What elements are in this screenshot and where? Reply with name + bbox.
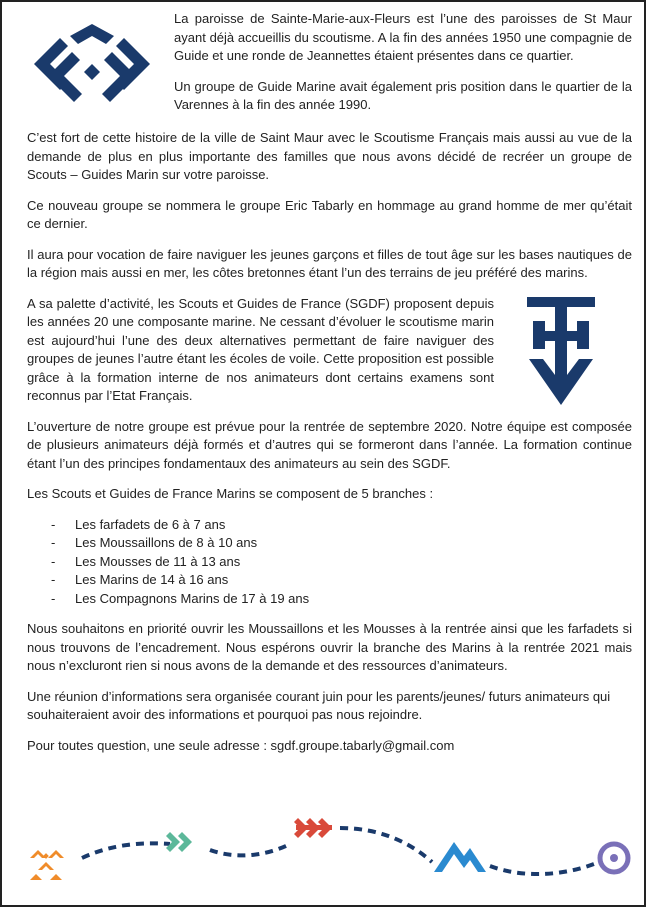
red-arrows-icon bbox=[294, 818, 332, 838]
orange-triangles-icon bbox=[30, 850, 64, 880]
main-text-block bbox=[27, 129, 632, 767]
meeting-paragraph: Une réunion d’informations sera organisée courant juin pour les parents/jeunes/ futurs animateurs qui souhaiteraient avoir des informations et pourquoi pas nous rejoindre. bbox=[27, 688, 611, 722]
blue-mountain-icon bbox=[434, 842, 486, 872]
vocation-paragraph bbox=[27, 246, 632, 283]
list-item: - Les farfadets de 6 à 7 ans bbox=[51, 516, 226, 532]
purple-circle-icon bbox=[600, 844, 628, 872]
list-item: - Les Mousses de 11 à 13 ans bbox=[51, 553, 241, 569]
history-paragraph: C’est fort de cette histoire de la ville de Saint Maur avec le Scoutisme Français mais aussi au vue de la demande de plus en plus importante des familles que nous avons décidé de recréer un groupe de Scouts – Guides Marin sur votre paroisse. bbox=[27, 130, 632, 182]
footer-decoration bbox=[22, 814, 632, 884]
branches-list bbox=[27, 516, 632, 609]
group-name-paragraph: Ce nouveau groupe se nommera le groupe Eric Tabarly en hommage au grand homme de mer qu’était ce dernier. bbox=[27, 197, 632, 231]
list-item: - Les Marins de 14 à 16 ans bbox=[51, 572, 229, 587]
opening-paragraph: L’ouverture de notre groupe est prévue pour la rentrée de septembre 2020. Notre équipe est composée de plusieurs animateurs déjà formés et d’autres qui se formeront dans l’année. La formation continue étant l’un des principes fondamentaux des animateurs au sein des SGDF. bbox=[27, 418, 632, 471]
intro-paragraph-1: La paroisse de Sainte-Marie-aux-Fleurs est l’une des paroisses de St Maur ayant déjà accueillis du scoutisme. A la fin des années 1950 une compagnie de Guide et une ronde de Jeannettes étaient présentes dans ce quartier. bbox=[174, 11, 632, 63]
branches-intro: Les Scouts et Guides de France Marins se composent de 5 branches : bbox=[27, 486, 434, 501]
intro-block bbox=[174, 10, 632, 127]
sgdf-logo-icon bbox=[32, 22, 152, 112]
priority-paragraph: Nous souhaitons en priorité ouvrir les Moussaillons et les Mousses à la rentrée ainsi que les farfadets si nous trouvons de l’encadrement. Nous espérons ouvrir la branche des Marins à la rentrée 2021 mais nous n’excluront rien si nous avons de la demande et des ressources d’animateurs. bbox=[27, 621, 632, 673]
list-item: - Les Compagnons Marins de 17 à 19 ans bbox=[51, 590, 310, 606]
list-item: - Les Moussaillons de 8 à 10 ans bbox=[51, 535, 258, 550]
contact-paragraph: Pour toutes question, une seule adresse : sgdf.groupe.tabarly@gmail.com bbox=[27, 737, 455, 753]
activity-paragraph: A sa palette d’activité, les Scouts et Guides de France (SGDF) proposent depuis les années 20 une composante marine. Ne cessant d’évoluer le scoutisme marin est aujourd’hui l’une des deux alternatives permettant de faire naviguer des groupes de jeunes l’autre étant les écoles de voile. Cette proposition est possible grâce à la formation interne de nos animateurs dont certains examens sont reconnus par l’Etat Français. bbox=[27, 295, 494, 403]
vocation-text: Il aura pour vocation de faire naviguer les jeunes garçons et filles de tout âge sur les bases nautiques de la région mais aussi en mer, les côtes bretonnes étant l’un des terrains de jeu préféré des marins. bbox=[27, 246, 632, 280]
intro-paragraph-2: Un groupe de Guide Marine avait également pris position dans le quartier de la Varennes à la fin des année 1990. bbox=[174, 78, 632, 112]
